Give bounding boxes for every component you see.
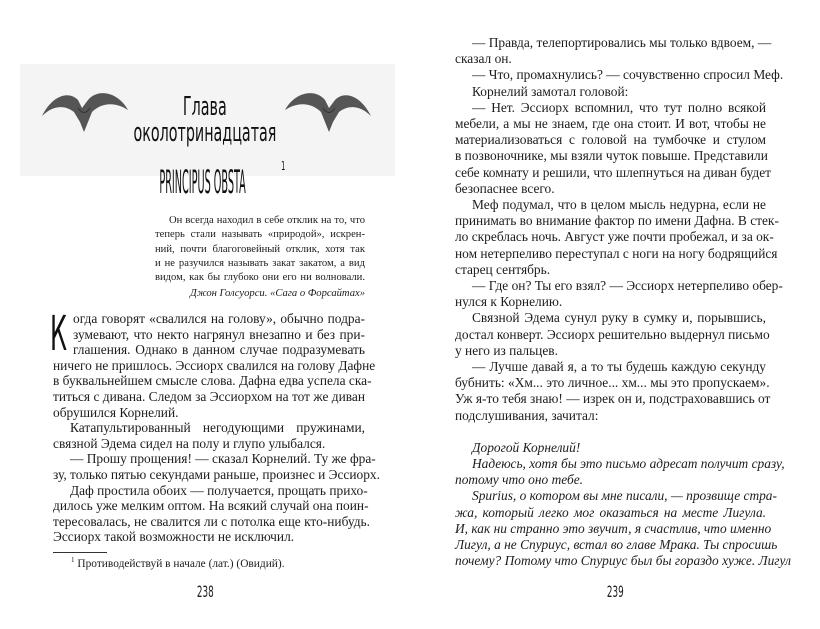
text-line: Эссиорх такой возможности не исключил. [53,529,295,545]
paragraph [53,451,380,482]
text-line: Катапультированный негодующими пружинами, [70,420,365,436]
text-line: достал конверт. Эссиорх решительно выдернул письмо [455,326,770,342]
epigraph-line: и не разучился называть закат закатом, а вид [155,257,365,269]
text-line: Уж я-то тебя знаю! — изрек он и, подстраховавшись от [455,391,771,407]
text-line: жа, который легко мог оказаться на месте Лигула. [455,504,766,520]
text-line: сказал он. [455,51,512,67]
paragraph [455,440,766,456]
text-line: почему? Потому что Спуриус был бы гораздо хуже. Лигул [455,553,791,569]
footnote-reference[interactable]: 1 [281,159,286,173]
paragraph [455,67,784,83]
text-line: огда говорят «свалился на голову», обычно подра- [73,311,365,326]
paragraph [53,420,365,451]
epigraph-attribution: Джон Голсуорси. «Сага о Форсайтах» [190,288,365,300]
page-number-right: 239 [606,582,624,601]
paragraph [455,488,791,569]
text-line: зумевают, что некто нагрянул внезапно и без при- [73,326,365,342]
text-line: подслушивания, зачитал: [455,407,599,423]
epigraph-line: теперь стали называть «природой», искрен- [155,229,365,241]
footnote-mark: 1 [71,556,75,564]
paragraph [455,197,779,278]
chapter-title [0,159,410,201]
text-line: — Лучше давай я, а то ты будешь каждую секунду [472,359,766,375]
text-line: — Прошу прощения! — сказал Корнелий. Ту же фра- [70,451,376,467]
paragraph [455,310,770,359]
chapter-name: околотринадцатая [133,118,277,148]
chapter-title-text: PRINCIPUS OBSTA [159,163,247,201]
paragraph [455,359,771,424]
text-line: нулся к Корнелию. [455,294,563,310]
text-line: старец сентябрь. [455,261,551,277]
text-line: Надеюсь, хотя бы это письмо адресат получит сразу, [472,456,785,472]
text-line: себе комнату и решили, что шлепнуться на диван будет [455,164,771,180]
text-line: принимать во внимание фактор по имени Дафна. В стек- [455,213,779,229]
text-line: в буквальнейшем смысле слова. Дафна едва успела ска- [53,373,372,389]
epigraph-line: Он всегда находил в себе отклик на то, что [169,215,365,226]
paragraph [455,456,785,488]
left-body-text [53,311,380,545]
text-line: бубнить: «Хм... это личное... хм... мы это пропускаем». [455,375,770,391]
drop-cap: К [50,306,68,362]
text-line: безопаснее всего. [455,180,555,196]
text-line: ничего не пришлось. Эссиорх свалился на голову Дафне [53,357,376,373]
paragraph [455,278,783,310]
text-line: дилось уже мелким оптом. На всякий случай она поин- [53,498,369,514]
right-page [410,0,820,629]
text-line: ло скреблась ночь. Август уже почти пробежал, и за ок- [455,229,774,245]
text-line: связной Эдема сидел на полу и глупо улыбался. [53,435,326,451]
text-line: потому что оно тебе. [455,472,584,488]
paragraph [455,99,771,197]
text-line: ном нетерпеливо переступал с ноги на ногу бодрящийся [455,245,778,261]
text-line: обрушился Корнелий. [53,404,179,420]
right-body-text [455,35,791,570]
footnote-text: Противодействуй в начале (лат.) (Овидий). [77,557,285,570]
chapter-label: Глава [183,92,227,122]
text-line: Связной Эдема сунул руку в сумку и, порывшись, [472,310,766,326]
text-line: Меф подумал, что в целом мысль недурна, если не [472,197,766,213]
text-line: — Где он? Ты его взял? — Эссиорх нетерпеливо обер- [472,278,783,294]
text-line: И, как ни странно это звучит, я счастлив, что именно [455,520,772,536]
paragraph [53,311,376,420]
paragraph [53,482,371,545]
paragraph [455,35,772,67]
text-line: материализоваться с головой на тумбочке и стулом [455,132,766,148]
text-line: Корнелий замотал головой: [472,83,629,99]
text-line: глашения. Однако в данном случае подразумевать [73,342,365,358]
text-line: зу, только пятью секундами раньше, произнес и Эссиорх. [53,466,380,482]
text-line: Даф простила обоих — получается, прощать прихо- [70,482,368,498]
page-number-left: 238 [196,582,214,601]
paragraph [455,84,766,100]
text-line: в позвоночнике, мы взяли чуток повыше. Представили [455,148,768,164]
epigraph [155,214,365,302]
text-line: — Что, промахнулись? — сочувственно спросил Меф. [472,67,784,83]
epigraph-line: видом, как бы глубоко они его ни волновали. [155,272,365,284]
text-line: тересовалась, не свалится ли с потолка еще кто-нибудь. [53,513,371,529]
footnote [71,556,285,570]
text-line: — Нет. Эссиорх вспомнил, что тут полно всякой [472,99,766,115]
text-line: Spurius, о котором вы мне писали, — прозвище стра- [472,488,777,504]
footnote-divider [53,552,107,553]
text-line: — Правда, телепортировались мы только вдвоем, — [472,35,772,50]
text-line: Лигул, а не Спуриус, встал во главе Мрака. Ты спросишь [455,537,778,553]
text-line: мебели, а мы не знаем, где она стоит. И вот, чтобы не [455,116,766,132]
text-line: Дорогой Корнелий! [472,439,581,455]
text-line: у него из пальцев. [455,342,558,358]
epigraph-line: ний, почти благоговейный отклик, хотя так [155,243,365,255]
text-line: титься с дивана. Следом за Эссиорхом на тот же диван [53,388,365,404]
